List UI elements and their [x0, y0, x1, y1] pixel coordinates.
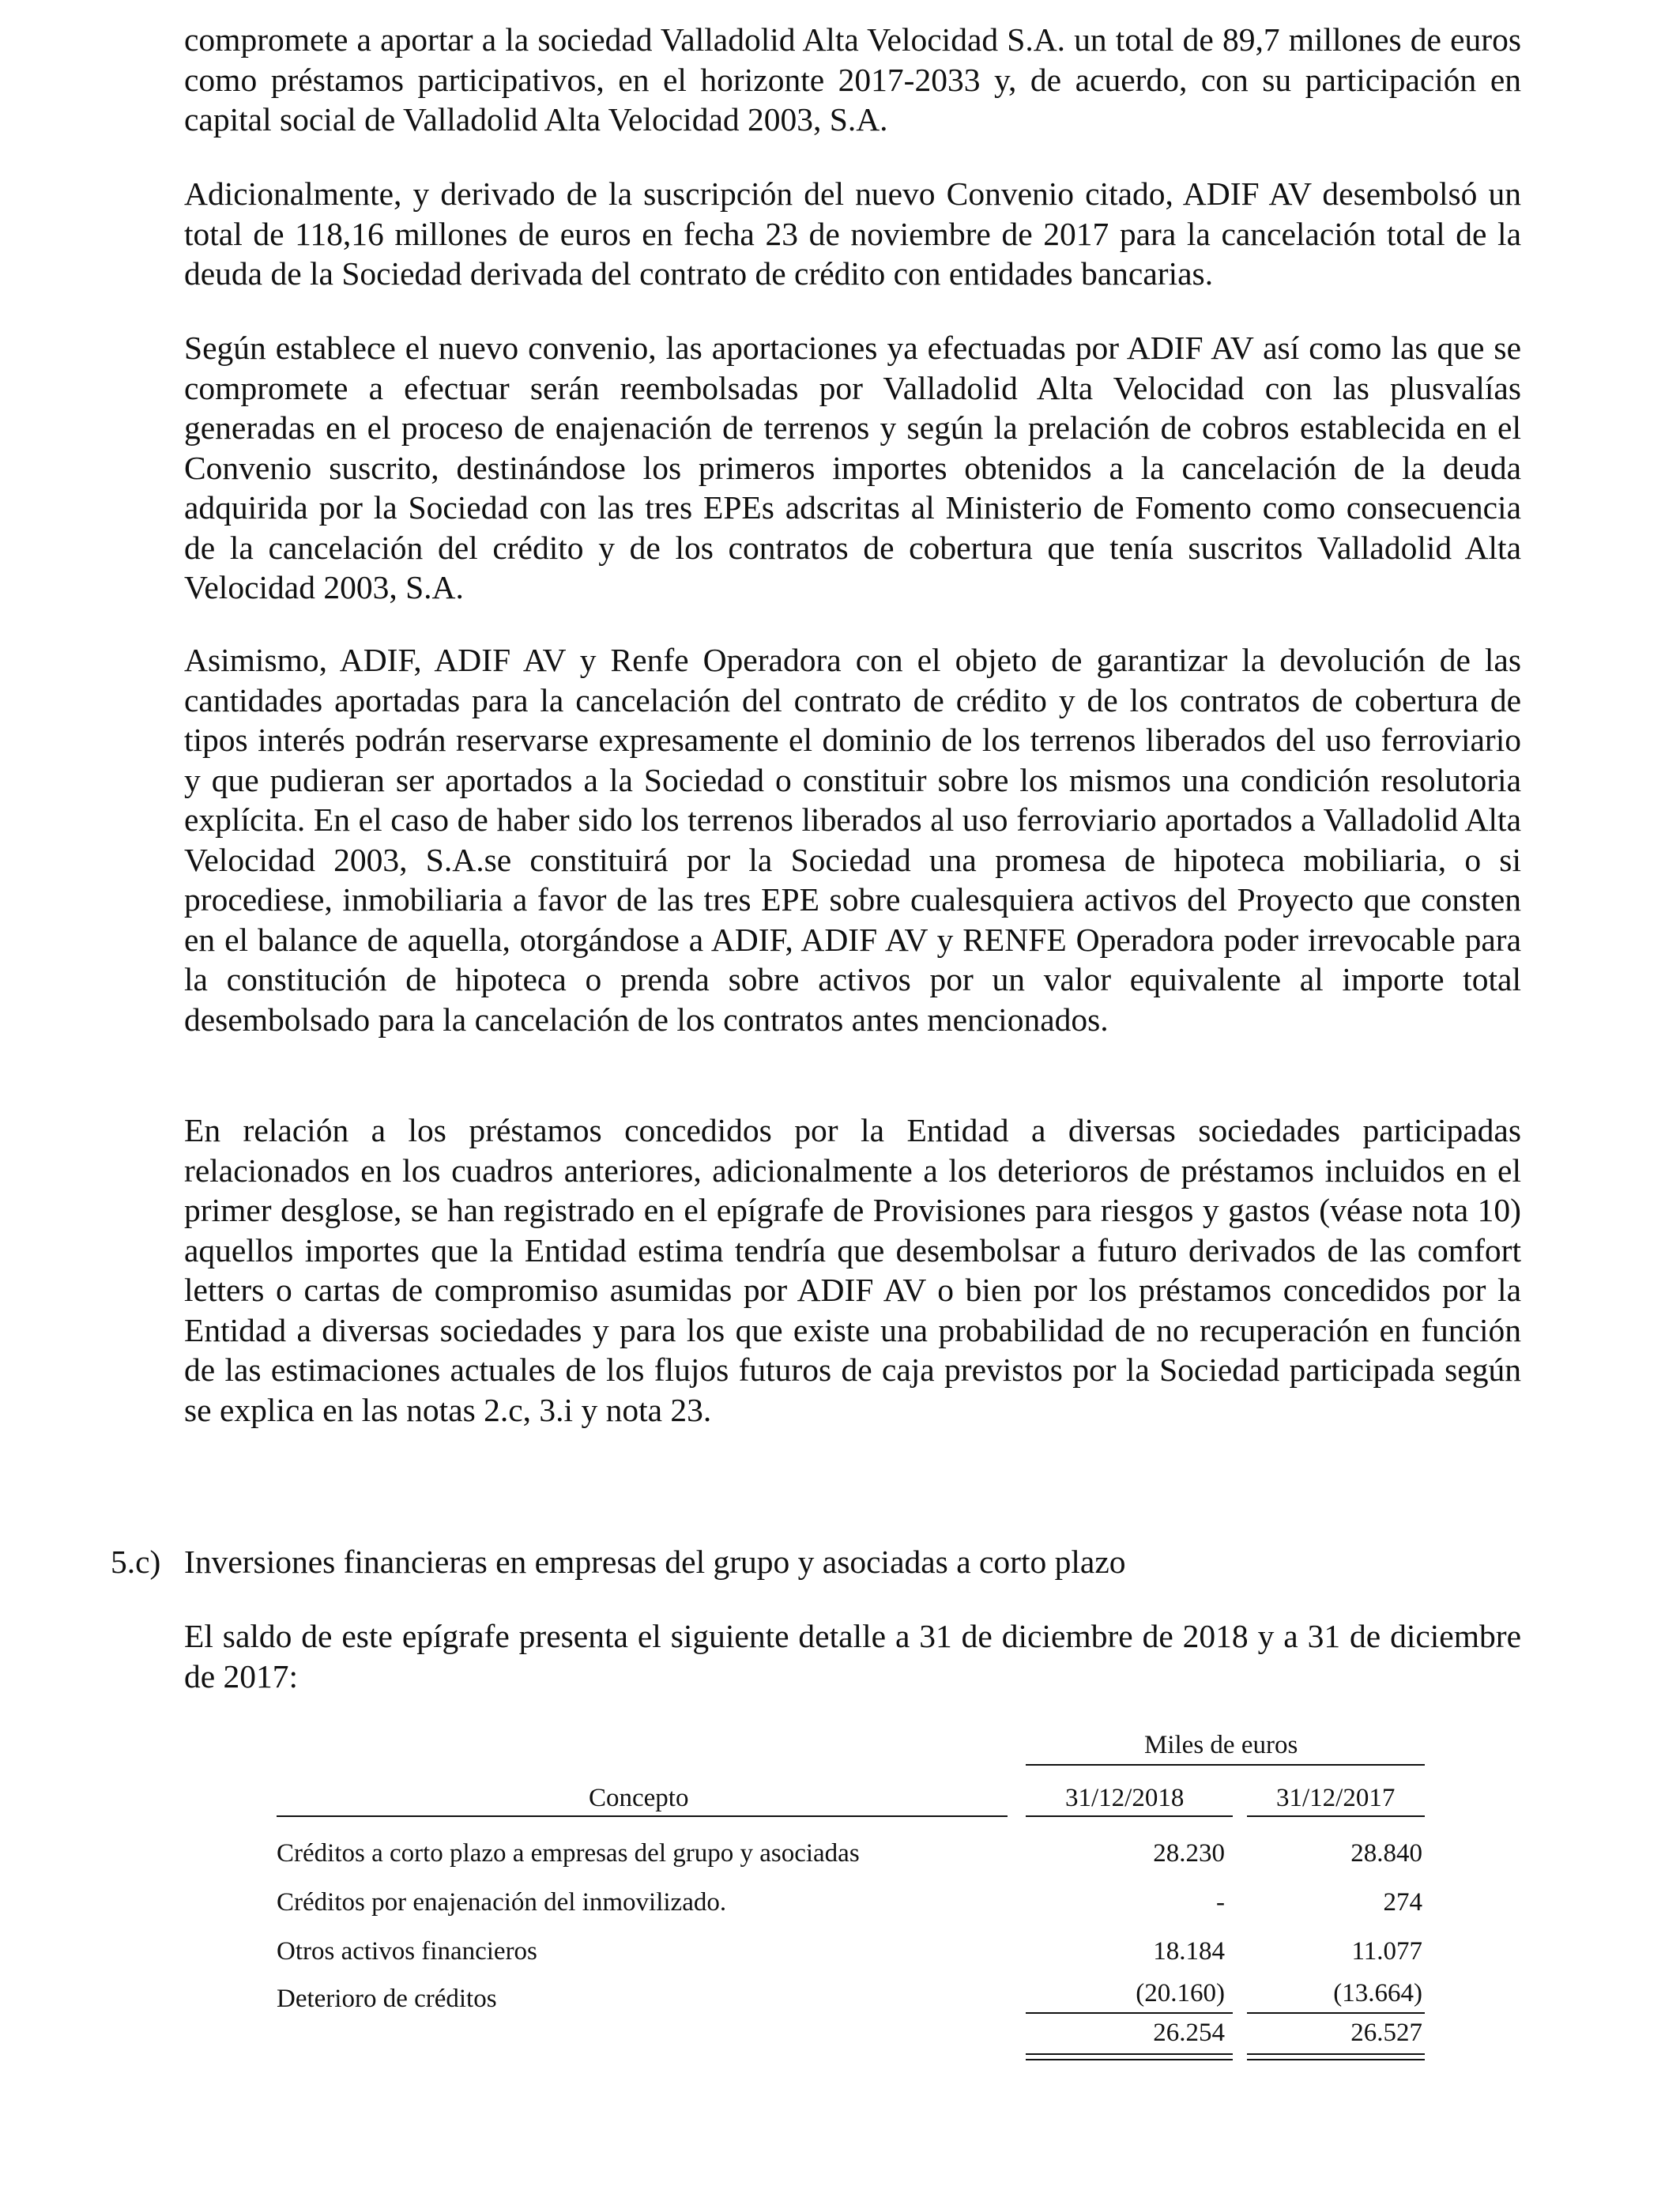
table-row-2018: (20.160) — [1136, 1979, 1225, 2007]
total-2017-double-rule-top — [1247, 2053, 1425, 2055]
total-2017-double-rule-bottom — [1247, 2059, 1425, 2060]
total-2018-double-rule-top — [1026, 2053, 1233, 2055]
paragraph-desembolso-adif: Adicionalmente, y derivado de la suscripción del nuevo Convenio citado, ADIF AV desembolsó un total de 118,16 millones de euros en fecha 23 de noviembre de 2017 para la cancelación total de la deuda de la Sociedad derivada del contrato de crédito con entidades bancarias. — [184, 175, 1521, 292]
table-row-concept: Deterioro de créditos — [277, 1985, 497, 2013]
concept-header: Concepto — [589, 1784, 689, 1812]
year-2017-header: 31/12/2017 — [1276, 1784, 1396, 1812]
total-2018-double-rule-bottom — [1026, 2059, 1233, 2060]
unit-header-rule — [1026, 1764, 1425, 1766]
table-row-2018: 28.230 — [1153, 1839, 1225, 1868]
paragraph-garantia-terrenos: Asimismo, ADIF, ADIF AV y Renfe Operadora con el objeto de garantizar la devolución de las cantidades aportadas para la cancelación del contrato de crédito y de los contratos de cobertura de tipos interés podrán reservarse expresamente el dominio de los terrenos liberados del uso ferroviario y que pudieran ser aportados a la Sociedad o constituir sobre los mismos una condición resolutoria explícita. En el caso de haber sido los terrenos liberados al uso ferroviario aportados a Valladolid Alta Velocidad 2003, S.A.se constituirá por la Sociedad una promesa de hipoteca mobiliaria, o si procediese, inmobiliaria a favor de las tres EPE sobre cualesquiera activos del Proyecto que consten en el balance de aquella, otorgándose a ADIF, ADIF AV y RENFE Operadora poder irrevocable para la constitución de hipoteca o prenda sobre activos por un valor equivalente al importe total desembolsado para la cancelación de los contratos antes mencionados. — [184, 642, 1521, 1038]
table-row-concept: Otros activos financieros — [277, 1937, 537, 1966]
paragraph-prestamos-participativos: compromete a aportar a la sociedad Valladolid Alta Velocidad S.A. un total de 89,7 millones de euros como préstamos participativos, en el horizonte 2017-2033 y, de acuerdo, con su participación en capital social de Valladolid Alta Velocidad 2003, S.A. — [184, 21, 1521, 138]
table-row-concept: Créditos a corto plazo a empresas del grupo y asociadas — [277, 1839, 860, 1868]
table-row-2017: 28.840 — [1350, 1839, 1422, 1868]
year-2018-header-rule — [1026, 1815, 1233, 1817]
unit-header: Miles de euros — [1144, 1731, 1298, 1759]
total-2018: 26.254 — [1153, 2019, 1225, 2047]
section-title: Inversiones financieras en empresas del grupo y asociadas a corto plazo — [184, 1544, 1126, 1580]
table-row-2018: - — [1216, 1888, 1225, 1917]
subtotal-2018-rule — [1026, 2012, 1233, 2014]
section-intro: El saldo de este epígrafe presenta el siguiente detalle a 31 de diciembre de 2018 y a 31 de diciembre de 2017: — [184, 1618, 1521, 1695]
table-row-2017: 11.077 — [1351, 1937, 1422, 1966]
section-number: 5.c) — [111, 1544, 161, 1580]
concept-header-rule — [277, 1815, 1008, 1817]
table-row-2018: 18.184 — [1153, 1937, 1225, 1966]
total-2017: 26.527 — [1350, 2019, 1422, 2047]
table-row-concept: Créditos por enajenación del inmovilizado. — [277, 1888, 727, 1917]
table-row-2017: 274 — [1383, 1888, 1422, 1917]
year-2018-header: 31/12/2018 — [1065, 1784, 1185, 1812]
year-2017-header-rule — [1247, 1815, 1425, 1817]
table-row-2017: (13.664) — [1333, 1979, 1422, 2007]
subtotal-2017-rule — [1247, 2012, 1425, 2014]
paragraph-convenio-reembolso: Según establece el nuevo convenio, las aportaciones ya efectuadas por ADIF AV así como las que se compromete a efectuar serán reembolsadas por Valladolid Alta Velocidad con las plusvalías generadas en el proceso de enajenación de terrenos y según la prelación de cobros establecida en el Convenio suscrito, destinándose los primeros importes obtenidos a la cancelación de la deuda adquirida por la Sociedad con las tres EPEs adscritas al Ministerio de Fomento como consecuencia de la cancelación del crédito y de los contratos de cobertura que tenía suscritos Valladolid Alta Velocidad 2003, S.A. — [184, 330, 1521, 605]
paragraph-provisiones: En relación a los préstamos concedidos por la Entidad a diversas sociedades participadas relacionados en los cuadros anteriores, adicionalmente a los deterioros de préstamos incluidos en el primer desglose, se han registrado en el epígrafe de Provisiones para riesgos y gastos (véase nota 10) aquellos importes que la Entidad estima tendría que desembolsar a futuro derivados de las comfort letters o cartas de compromiso asumidas por ADIF AV o bien por los préstamos concedidos por la Entidad a diversas sociedades y para los que existe una probabilidad de no recuperación en función de las estimaciones actuales de los flujos futuros de caja previstos por la Sociedad participada según se explica en las notas 2.c, 3.i y nota 23. — [184, 1112, 1521, 1428]
